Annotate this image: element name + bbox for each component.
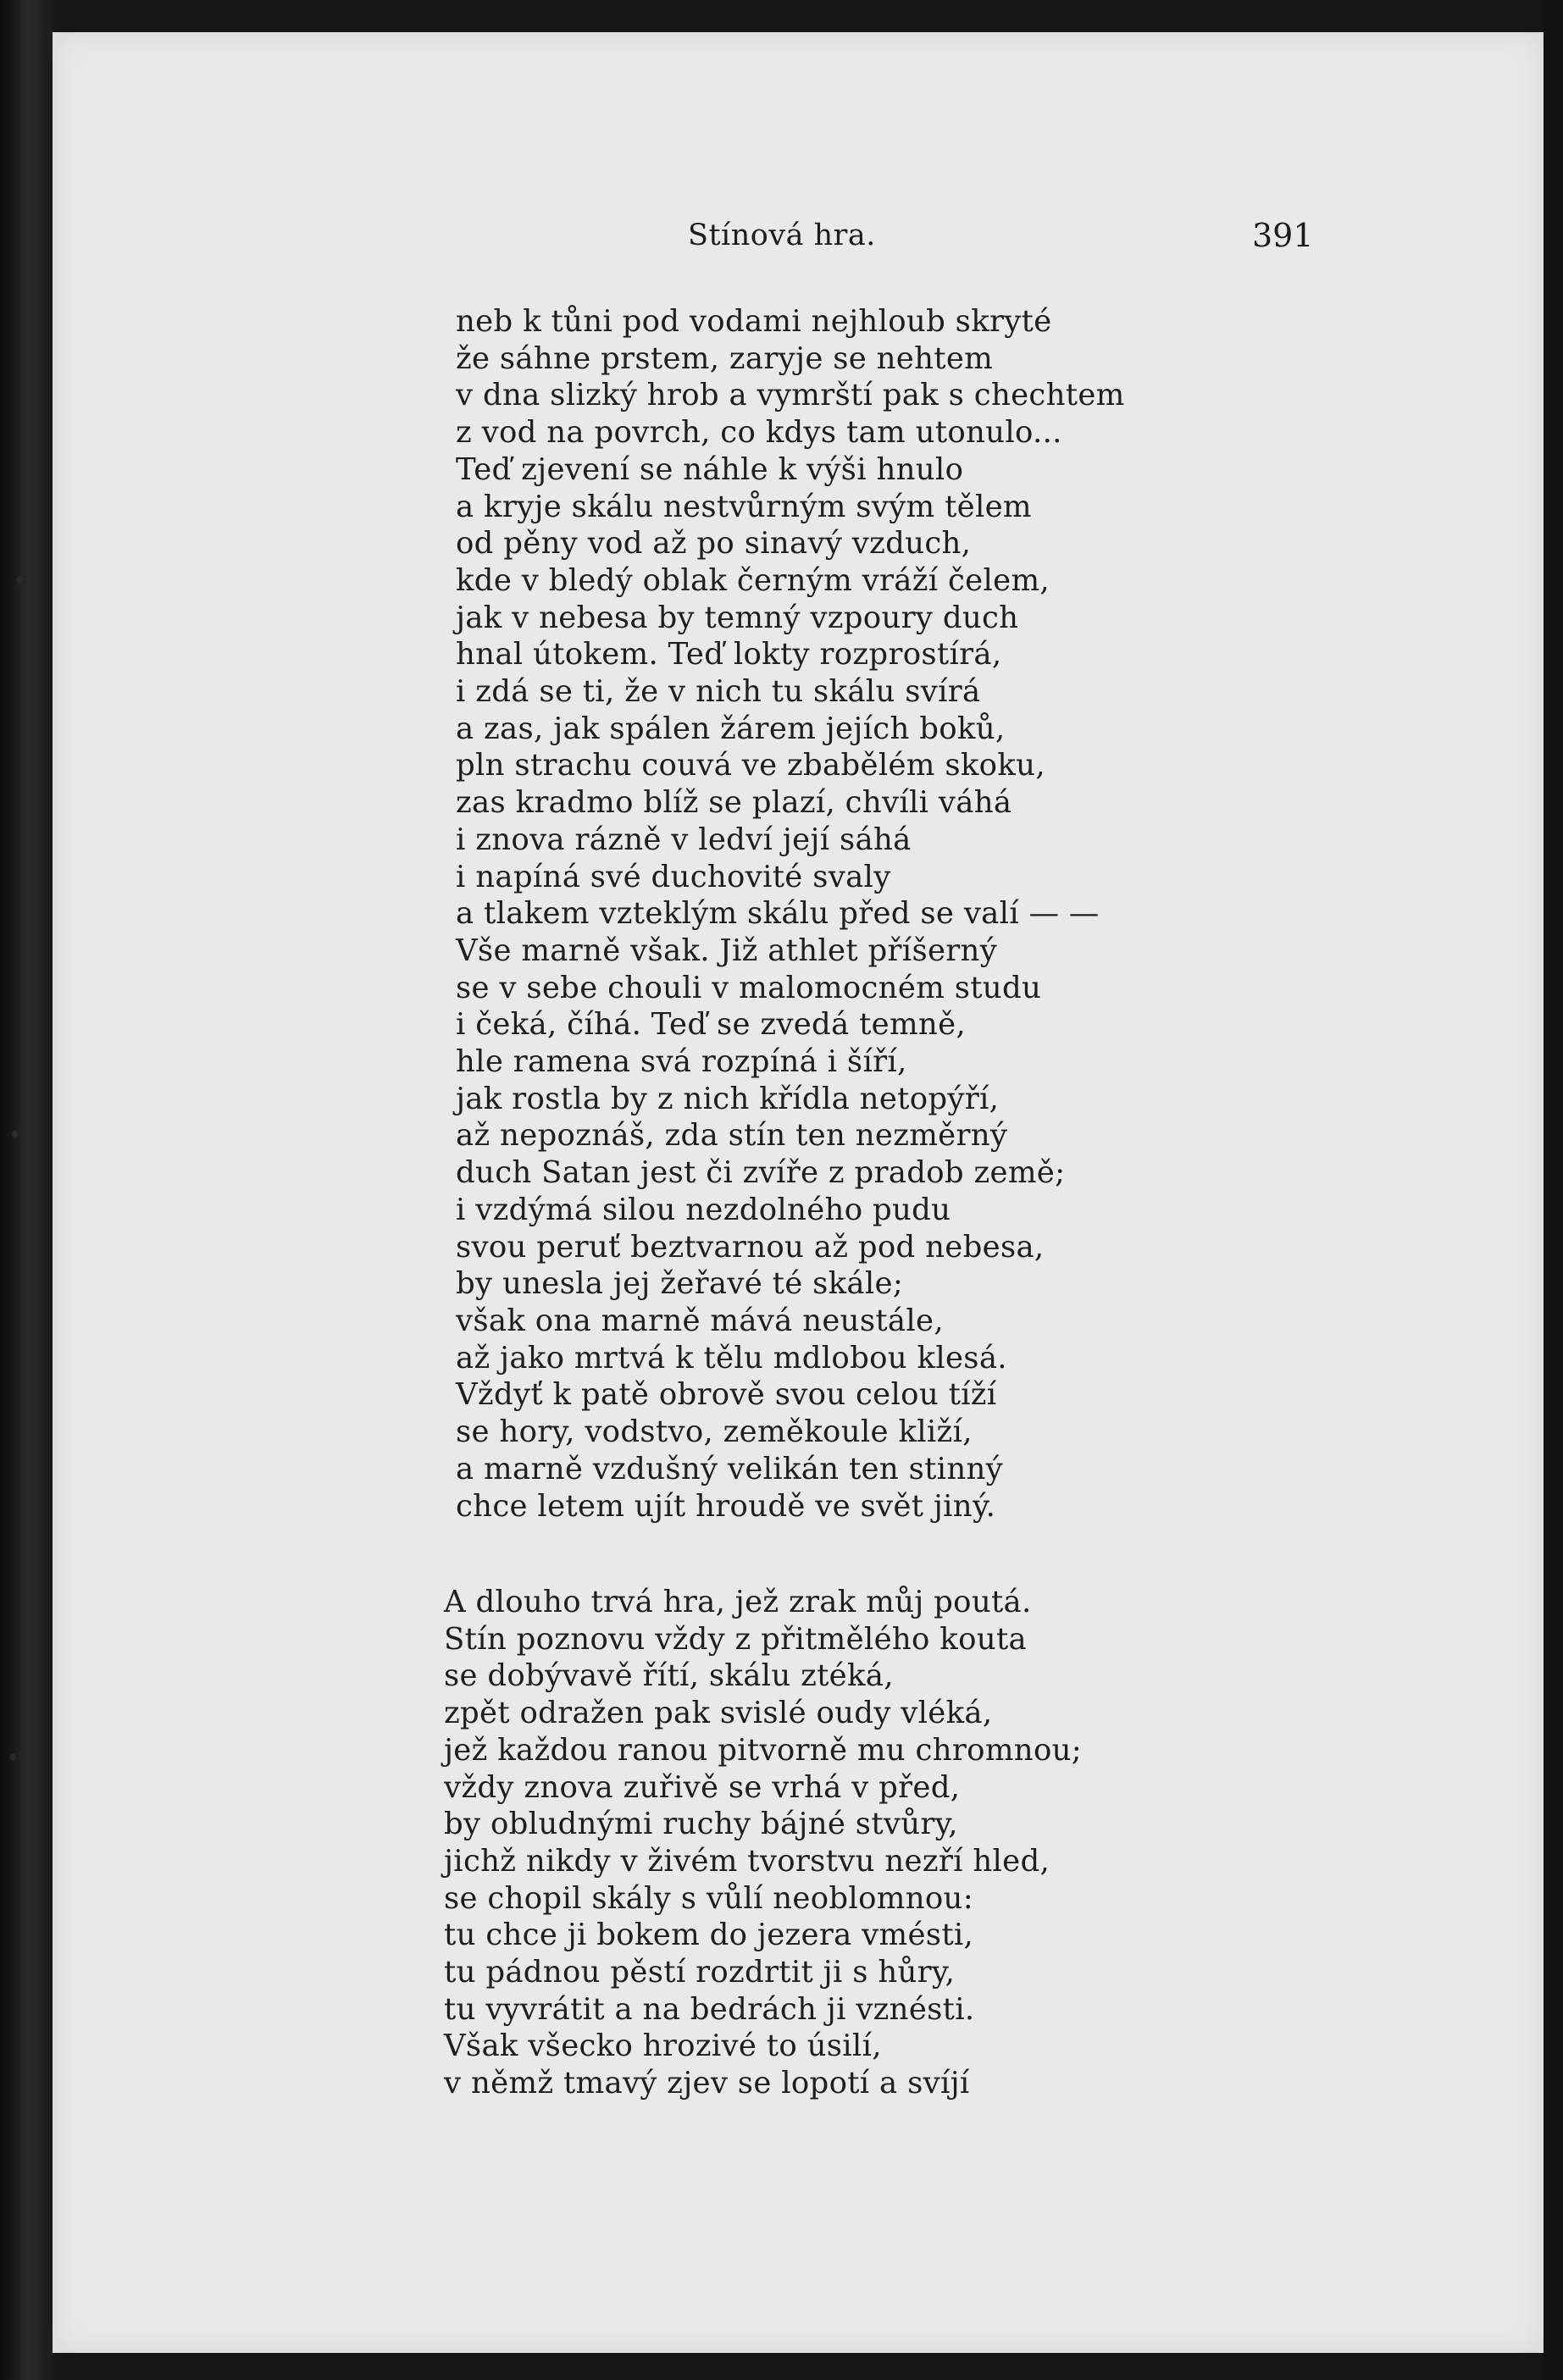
poem-line: se hory, vodstvo, zeměkoule kliží,: [456, 1414, 973, 1450]
poem-line: od pěny vod až po sinavý vzduch,: [456, 526, 972, 562]
poem-line: Teď zjevení se náhle k výši hnulo: [456, 451, 964, 487]
poem-line: duch Satan jest či zvíře z pradob země;: [456, 1155, 1066, 1191]
poem-line: Vše marně však. Již athlet příšerný: [456, 933, 998, 968]
scan-speck: [10, 1753, 16, 1761]
poem-stanza-1: [456, 303, 1125, 1525]
poem-line: Však všecko hrozivé to úsilí,: [444, 2029, 882, 2064]
poem-line: chce letem ujít hroudě ve svět jiný.: [456, 1488, 996, 1524]
poem-line: i zdá se ti, že v nich tu skálu svírá: [456, 674, 981, 710]
poem-line: hle ramena svá rozpíná i šíří,: [456, 1044, 907, 1080]
poem-line: pln strachu couvá ve zbabělém skoku,: [456, 748, 1045, 783]
book-gutter: [0, 0, 53, 2380]
poem-line: Stín poznovu vždy z přitmělého kouta: [444, 1621, 1027, 1657]
poem-line: v němž tmavý zjev se lopotí a svíjí: [444, 2066, 970, 2101]
poem-line: kde v bledý oblak černým vráží čelem,: [456, 562, 1050, 598]
poem-line: A dlouho trvá hra, jež zrak můj poutá.: [444, 1585, 1032, 1619]
poem-line: se chopil skály s vůlí neoblomnou:: [444, 1880, 973, 1916]
poem-line: hnal útokem. Teď lokty rozprostírá,: [456, 637, 1002, 672]
poem-line: a zas, jak spálen žárem jejích boků,: [456, 711, 1006, 746]
poem-line: se dobývavě řítí, skálu ztéká,: [444, 1658, 894, 1694]
poem-line: a marně vzdušný velikán ten stinný: [456, 1451, 1004, 1486]
page-number: 391: [1252, 217, 1314, 254]
poem-line: Vždyť k patě obrově svou celou tíží: [456, 1377, 997, 1413]
poem-line: až jako mrtvá k tělu mdlobou klesá.: [456, 1340, 1007, 1375]
poem-line: jichž nikdy v živém tvorstvu nezří hled,: [444, 1843, 1050, 1879]
poem-line: jež každou ranou pitvorně mu chromnou;: [444, 1732, 1083, 1768]
poem-line: jak v nebesa by temný vzpoury duch: [456, 600, 1019, 635]
poem-line: a kryje skálu nestvůrným svým tělem: [456, 489, 1032, 524]
poem-line: v dna slizký hrob a vymrští pak s chechtem: [456, 378, 1125, 413]
running-head: Stínová hra.: [688, 219, 876, 252]
poem-line: zas kradmo blíž se plazí, chvíli váhá: [456, 785, 1012, 821]
poem-line: svou peruť beztvarnou až pod nebesa,: [456, 1229, 1045, 1265]
poem-line: zpět odražen pak svislé oudy vléká,: [444, 1696, 993, 1731]
poem-line: a tlakem vzteklým skálu před se valí — —: [456, 896, 1100, 932]
page-edge: [1544, 0, 1563, 2380]
poem-line: z vod na povrch, co kdys tam utonulo...: [456, 415, 1062, 451]
poem-line: by unesla jej žeřavé té skále;: [456, 1266, 904, 1302]
poem-line: tu vyvrátit a na bedrách ji vznésti.: [444, 1991, 975, 2027]
poem-line: však ona marně mává neustále,: [456, 1303, 944, 1338]
poem-stanza-2: [444, 1584, 1082, 2102]
poem-line: jak rostla by z nich křídla netopýří,: [456, 1081, 1000, 1116]
poem-line: tu pádnou pěstí rozdrtit ji s hůry,: [444, 1955, 956, 1990]
poem-line: se v sebe chouli v malomocném studu: [456, 970, 1042, 1005]
scan-speck: [12, 1131, 18, 1138]
poem-line: že sáhne prstem, zaryje se nehtem: [456, 340, 994, 376]
poem-line: vždy znova zuřivě se vrhá v před,: [444, 1769, 961, 1805]
poem-line: neb k tůni pod vodami nejhloub skryté: [456, 304, 1052, 339]
poem-line: až nepoznáš, zda stín ten nezměrný: [456, 1118, 1008, 1154]
poem-line: i vzdýmá silou nezdolného pudu: [456, 1192, 951, 1227]
scan-speck: [17, 576, 23, 584]
poem-line: by obludnými ruchy bájné stvůry,: [444, 1807, 958, 1842]
poem-line: i čeká, číhá. Teď se zvedá temně,: [456, 1007, 966, 1043]
poem-line: i znova rázně v ledví její sáhá: [456, 822, 912, 857]
poem-line: i napíná své duchovité svaly: [456, 859, 891, 894]
poem-line: tu chce ji bokem do jezera vmésti,: [444, 1918, 974, 1953]
